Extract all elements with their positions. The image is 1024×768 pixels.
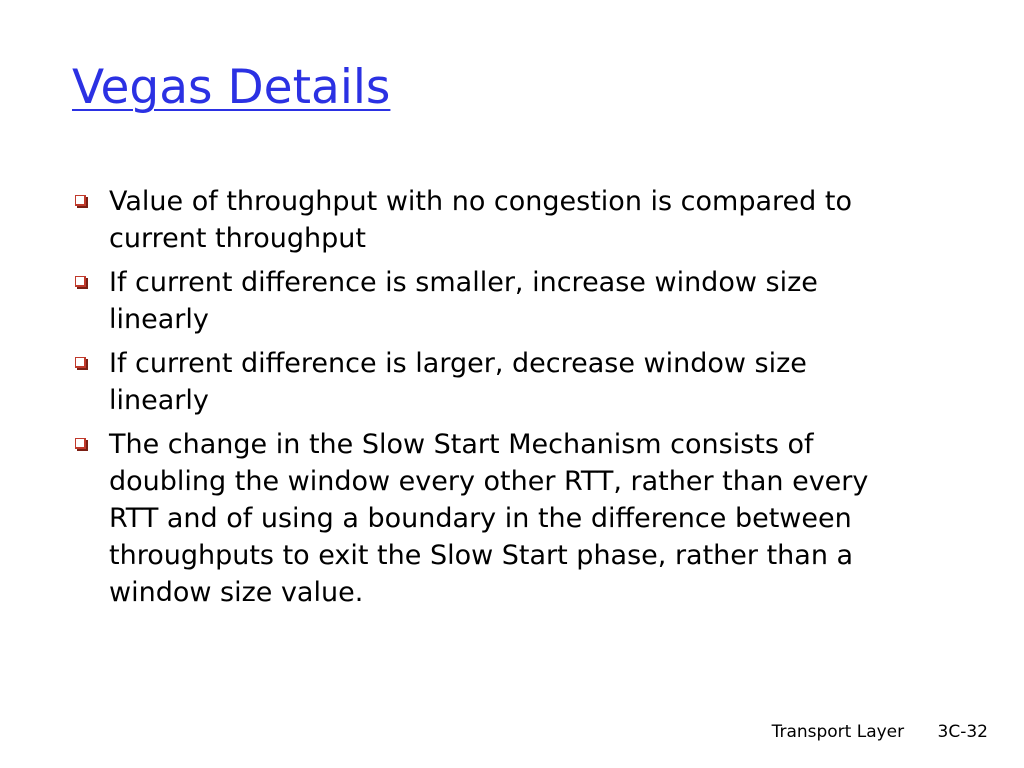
- list-item: [72, 345, 912, 419]
- checkbox-bullet-icon: [75, 438, 86, 449]
- slide-title: Vegas Details: [72, 60, 391, 115]
- bullet-text: If current difference is larger, decrease window size linearly: [109, 348, 807, 416]
- bullet-list: [72, 183, 912, 618]
- list-item: [72, 183, 912, 257]
- footer-page-number: 3C-32: [937, 722, 988, 742]
- bullet-text: The change in the Slow Start Mechanism consists of doubling the window every other RTT, rather than every RTT and of using a boundary in the difference between throughputs to exit the Slow Start phase, rather than a window size value.: [109, 429, 869, 608]
- bullet-text: Value of throughput with no congestion is compared to current throughput: [109, 186, 852, 254]
- slide-footer: [772, 722, 988, 742]
- list-item: [72, 264, 912, 338]
- checkbox-bullet-icon: [75, 195, 86, 206]
- bullet-text: If current difference is smaller, increase window size linearly: [109, 267, 818, 335]
- list-item: [72, 426, 912, 611]
- footer-chapter: Transport Layer: [771, 722, 905, 742]
- checkbox-bullet-icon: [75, 276, 86, 287]
- checkbox-bullet-icon: [75, 357, 86, 368]
